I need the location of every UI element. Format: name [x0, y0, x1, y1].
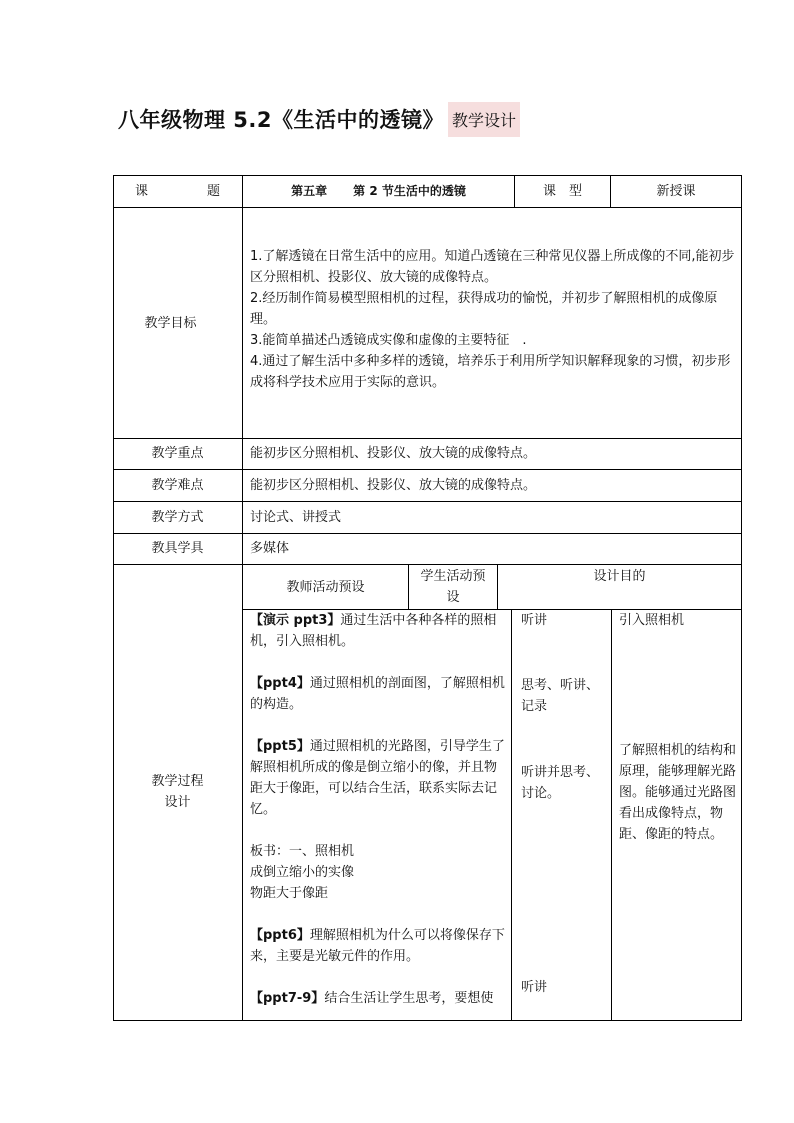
table-rule [511, 609, 512, 1021]
lesson-type-value: 新授课 [656, 183, 696, 199]
goal-item: 3.能简单描述凸透镜成实像和虚像的主要特征 . [250, 333, 527, 348]
table-border [741, 175, 742, 1021]
blackboard-notes: 板书：一、照相机 成倒立缩小的实像 物距大于像距 [250, 844, 355, 901]
document-title [118, 102, 520, 136]
title-main: 八年级物理 5.2《生活中的透镜》 [118, 108, 445, 132]
table-rule [611, 609, 612, 1021]
student-header-line1: 学生活动预 [420, 569, 486, 584]
teacher-activity-block [250, 736, 507, 820]
chapter: 第五章 [291, 183, 328, 198]
key-point-value: 能初步区分照相机、投影仪、放大镜的成像特点。 [250, 446, 537, 461]
teacher-activity-text: 理解照相机为什么可以将像保存下来，主要是光敏元件的作用。 [250, 928, 505, 964]
teacher-activity-block [250, 673, 507, 715]
student-header-line2: 设 [446, 590, 460, 605]
ppt-mark: 【ppt6】 [250, 928, 310, 943]
difficulty-value: 能初步区分照相机、投影仪、放大镜的成像特点。 [250, 477, 537, 493]
method-label: 教学方式 [151, 509, 204, 525]
teacher-activity-block [250, 610, 507, 652]
ppt-mark: 【ppt5】 [250, 739, 310, 754]
goal-item: 4.通过了解生活中多种多样的透镜，培养乐于利用所学知识解释现象的习惯，初步形成将科学技术应用于实际的意识。 [250, 354, 731, 390]
ppt-mark: 【ppt4】 [250, 676, 310, 691]
goals-label: 教学目标 [144, 315, 197, 331]
purpose-header: 设计目的 [593, 569, 646, 584]
goal-item: 1.了解透镜在日常生活中的应用。知道凸透镜在三种常见仪器上所成像的不同,能初步区分照相机、投影仪、放大镜的成像特点。 [250, 249, 735, 285]
section: 第 2 节生活中的透镜 [353, 183, 466, 198]
teacher-activity-block [250, 988, 507, 1009]
process-label-line2: 设计 [164, 795, 191, 810]
design-purpose: 了解照相机的结构和原理，能够理解光路图。能够通过光路图看出成像特点，物距、像距的特点。 [619, 743, 737, 842]
teacher-activities [250, 610, 507, 1009]
goals-content [250, 246, 736, 393]
title-sub: 教学设计 [448, 102, 520, 137]
topic-value [243, 175, 514, 207]
teacher-activity-text: 通过生活中各种各样的照相机，引入照相机。 [250, 613, 497, 649]
student-activity: 思考、听讲、记录 [521, 678, 600, 714]
topic-label-char2: 题 [206, 183, 220, 199]
lesson-plan-table [113, 175, 742, 1021]
teacher-activity-header: 教师活动预设 [286, 579, 365, 595]
teacher-activity-text: 通过照相机的光路图，引导学生了解照相机所成的像是倒立缩小的像，并且物距大于像距，可以结合生活，联系实际去记忆。 [250, 739, 505, 817]
lesson-type-label: 课 型 [542, 183, 582, 199]
process-label-line1: 教学过程 [151, 774, 204, 789]
ppt-mark: 【演示 ppt3】 [250, 613, 341, 628]
method-value: 讨论式、讲授式 [250, 509, 342, 525]
teacher-activity-block [250, 925, 507, 967]
topic-label [113, 175, 242, 207]
table-border [113, 1020, 742, 1021]
teacher-activity-text: 通过照相机的剖面图，了解照相机的构造。 [250, 676, 505, 712]
tools-value: 多媒体 [250, 541, 290, 556]
tools-label: 教具学具 [151, 541, 204, 556]
topic-label-char1: 课 [135, 183, 149, 199]
student-activity: 听讲并思考、讨论。 [521, 765, 600, 801]
process-label [113, 564, 242, 1020]
difficulty-label: 教学难点 [151, 477, 204, 493]
teacher-activity-text: 结合生活让学生思考，要想使 [324, 991, 494, 1006]
student-activity: 听讲 [521, 613, 548, 628]
student-activity-header [409, 566, 497, 608]
student-activity: 听讲 [521, 980, 548, 995]
goal-item: 2.经历制作简易模型照相机的过程，获得成功的愉悦，并初步了解照相机的成像原理。 [250, 291, 718, 327]
key-point-label: 教学重点 [151, 446, 204, 461]
design-purpose: 引入照相机 [619, 613, 685, 628]
ppt-mark: 【ppt7-9】 [250, 991, 325, 1006]
